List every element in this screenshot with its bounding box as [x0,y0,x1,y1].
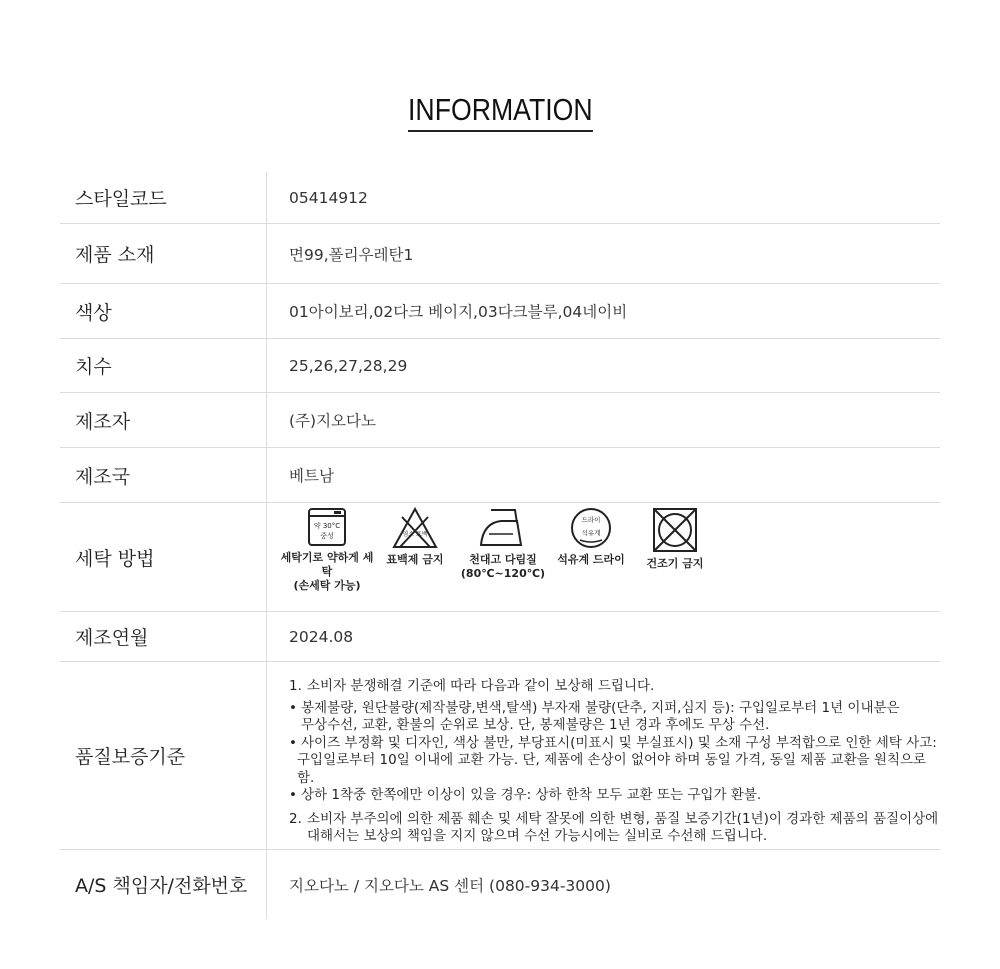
caption-line: (손세탁 가능) [293,579,361,592]
row-style-code [60,160,940,224]
wash-caption [387,553,444,567]
wash-caption [557,553,625,567]
row-label: 제조자 [60,393,267,447]
wash-icons [267,503,940,611]
row-label: A/S 책임자/전화번호 [60,850,267,919]
row-value: 01아이보리,02다크 베이지,03다크블루,04네이비 [289,303,628,321]
caption-line: 표백제 금지 [386,553,444,566]
bullet-line: 상하 1착중 한쪽에만 이상이 있을 경우: 상하 한착 모두 교환 또는 구입가 환불. [301,787,762,803]
no-tumble-dry-icon [652,507,698,553]
quality-text [267,662,940,849]
caption-line: 세탁기로 약하게 세탁 [280,551,374,578]
row-country [60,448,940,503]
item-number: 1. [289,678,302,694]
row-label: 색상 [60,284,267,338]
caption-line: 건조기 금지 [646,557,704,570]
no-bleach-icon [392,507,438,549]
bullet-line: 무상수선, 교환, 환불의 순위로 보상. 단, 봉제불량은 1년 경과 후에도 무상 수선. [301,717,770,733]
wash-caption [647,557,704,571]
bullet-mark: • [289,734,297,751]
wash-caption [461,553,545,581]
washer-icon [307,507,347,547]
item-line: 대해서는 보상의 책임을 지지 않으며 수선 가능시에는 실비로 수선해 드립니다. [307,828,768,844]
dry-clean-icon [570,507,612,549]
row-label: 품질보증기준 [60,662,267,849]
row-value: 면99,폴리우레탄1 [289,245,414,264]
bullet-mark: • [289,699,297,716]
bullet-mark: • [289,787,297,803]
wash-item [460,507,546,581]
row-value: (주)지오다노 [289,412,376,430]
quality-bullet [289,700,940,735]
row-as [60,850,940,919]
wash-item [555,507,627,567]
row-value: 베트남 [289,467,334,485]
quality-bullet [289,787,940,805]
row-value: 지오다노 / 지오다노 AS 센터 (080-934-3000) [289,876,611,895]
row-date [60,612,940,662]
row-color [60,284,940,339]
row-value: 25,26,27,28,29 [289,356,408,375]
row-size [60,339,940,393]
quality-item-1 [289,678,940,696]
row-label: 제품 소재 [60,224,267,283]
washer-inner-1: 약 30°C [313,522,341,530]
iron-icon [477,507,529,549]
wash-item [645,507,705,571]
caption-line: (80℃~120℃) [460,567,546,580]
wash-item [383,507,447,567]
row-value: 2024.08 [289,627,354,646]
row-label: 치수 [60,339,267,392]
row-material [60,224,940,284]
dry-inner-1: 드라이 [581,516,601,524]
info-table [60,160,940,919]
caption-line: 석유계 드라이 [557,553,625,566]
bullet-line: 봉제불량, 원단불량(제작불량,변색,탈색) 부자재 불량(단추, 지퍼,심지 등): 구입일로부터 1년 이내분은 [301,699,900,716]
dry-inner-2: 석유계 [581,529,601,537]
row-maker [60,393,940,448]
page-title: INFORMATION [408,92,593,132]
bullet-line: 구입일로부터 10일 이내에 교환 가능. 단, 제품에 손상이 없어야 하며 동일 가격, 동일 제품 교환을 원칙으로 함. [297,752,927,786]
row-label: 스타일코드 [60,172,267,223]
row-quality [60,662,940,850]
wash-caption [277,551,377,593]
quality-bullet [289,735,940,788]
washer-inner-2: 중성 [320,532,334,540]
row-wash [60,503,940,612]
row-label: 세탁 방법 [60,503,267,611]
item-line: 소비자 부주의에 의한 제품 훼손 및 세탁 잘못에 의한 변형, 품질 보증기간(1년)이 경과한 제품의 품질이상에 [307,810,939,827]
caption-line: 천대고 다림질 [469,553,537,566]
row-value: 05414912 [289,188,368,207]
title-wrap [0,92,1000,132]
bleach-inner: 염소 표백 [402,531,428,538]
item-text: 소비자 분쟁해결 기준에 따라 다음과 같이 보상해 드립니다. [307,678,655,694]
bullet-line: 사이즈 부정확 및 디자인, 색상 불만, 부당표시(미표시 및 부실표시) 및 소재 구성 부적합으로 인한 세탁 사고: [301,734,937,751]
wash-item [277,507,377,593]
row-label: 제조국 [60,448,267,502]
row-label: 제조연월 [60,612,267,661]
quality-item-2 [289,811,940,846]
item-number: 2. [289,810,302,827]
